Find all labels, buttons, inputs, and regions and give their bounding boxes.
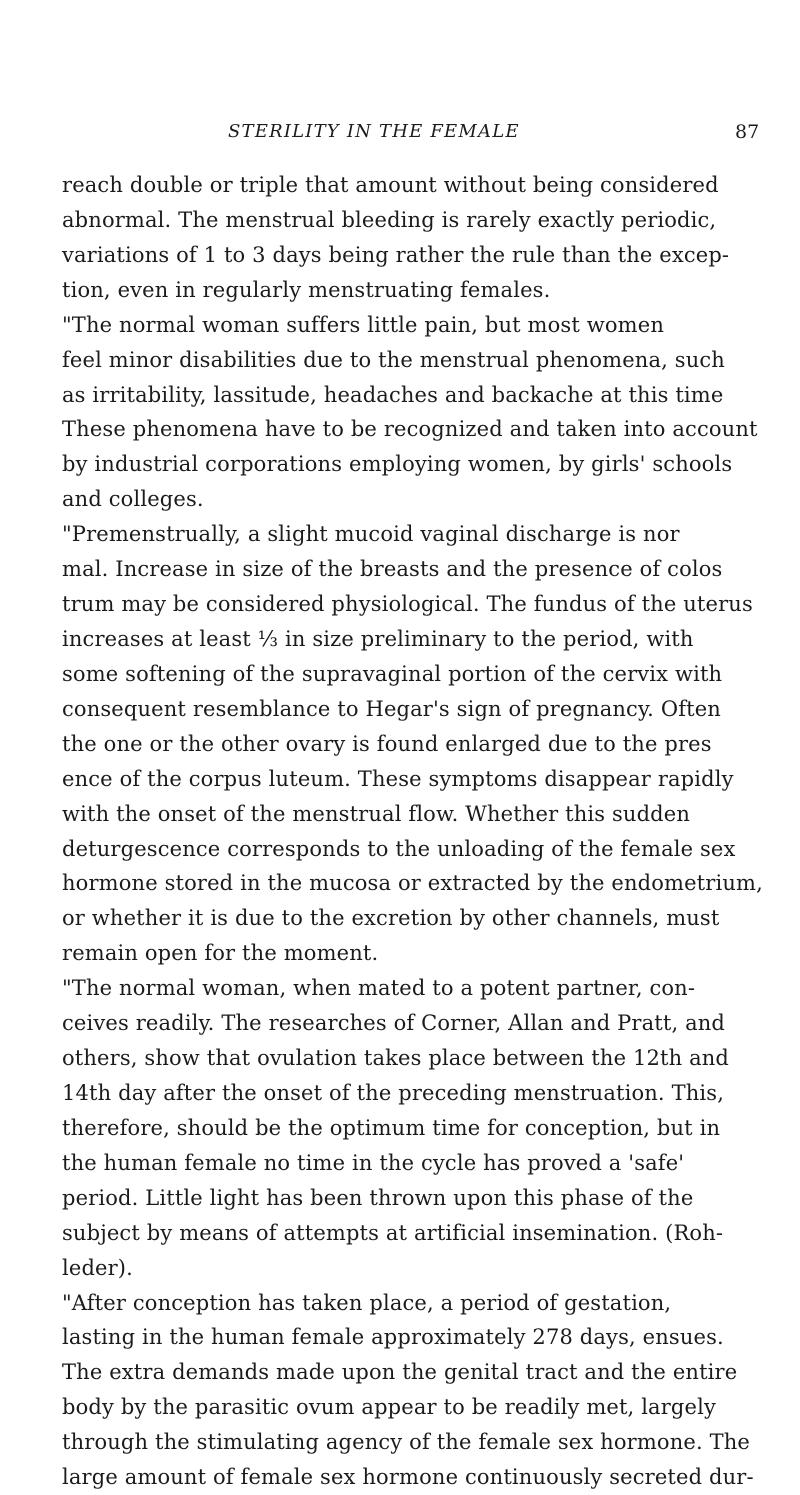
text-line: subject by means of attempts at artificial insemination. (Roh- xyxy=(62,1220,724,1245)
text-line: "Premenstrually, a slight mucoid vaginal discharge is nor xyxy=(62,522,680,547)
running-head xyxy=(0,121,800,151)
text-line: "The normal woman suffers little pain, but most women xyxy=(62,312,664,337)
page-number: 87 xyxy=(735,121,760,143)
text-line: or whether it is due to the excretion by other channels, must xyxy=(62,906,720,931)
body-text xyxy=(62,168,792,1495)
text-line: leder). xyxy=(62,1255,133,1280)
text-line: deturgescence corresponds to the unloading of the female sex xyxy=(62,836,736,861)
text-line: "The normal woman, when mated to a potent partner, con- xyxy=(62,976,696,1001)
text-line: The extra demands made upon the genital tract and the entire xyxy=(62,1360,738,1385)
text-line: "After conception has taken place, a period of gestation, xyxy=(62,1290,672,1315)
text-line: tion, even in regularly menstruating females. xyxy=(62,277,551,302)
text-line: as irritability, lassitude, headaches and backache at this time xyxy=(62,382,724,407)
text-line: large amount of female sex hormone continuously secreted dur- xyxy=(62,1465,754,1490)
text-line: therefore, should be the optimum time for conception, but in xyxy=(62,1115,721,1140)
text-line: the human female no time in the cycle has proved a 'safe' xyxy=(62,1150,685,1175)
text-line: some softening of the supravaginal portion of the cervix with xyxy=(62,661,723,686)
text-line: ceives readily. The researches of Corner, Allan and Pratt, and xyxy=(62,1011,726,1036)
text-line: increases at least ⅓ in size preliminary to the period, with xyxy=(62,626,694,651)
text-line: 14th day after the onset of the preceding menstruation. This, xyxy=(62,1080,725,1105)
text-line: These phenomena have to be recognized and taken into account xyxy=(62,417,758,442)
text-line: with the onset of the menstrual flow. Whether this sudden xyxy=(62,801,691,826)
text-line: by industrial corporations employing women, by girls' schools xyxy=(62,452,733,477)
text-line: consequent resemblance to Hegar's sign of pregnancy. Often xyxy=(62,696,721,721)
text-line: feel minor disabilities due to the menstrual phenomena, such xyxy=(62,347,725,372)
text-line: remain open for the moment. xyxy=(62,941,379,966)
text-line: others, show that ovulation takes place between the 12th and xyxy=(62,1046,730,1071)
text-line: ence of the corpus luteum. These symptoms disappear rapidly xyxy=(62,766,734,791)
text-line: trum may be considered physiological. The fundus of the uterus xyxy=(62,592,753,617)
text-line: the one or the other ovary is found enlarged due to the pres xyxy=(62,731,712,756)
text-line: abnormal. The menstrual bleeding is rarely exactly periodic, xyxy=(62,207,717,232)
text-line: through the stimulating agency of the female sex hormone. The xyxy=(62,1430,751,1455)
running-title: STERILITY IN THE FEMALE xyxy=(228,121,520,142)
text-line: hormone stored in the mucosa or extracted by the endometrium, xyxy=(62,871,763,896)
text-line: mal. Increase in size of the breasts and the presence of colos xyxy=(62,557,723,582)
text-line: lasting in the human female approximately 278 days, ensues. xyxy=(62,1325,724,1350)
text-line: period. Little light has been thrown upon this phase of the xyxy=(62,1185,694,1210)
text-line: and colleges. xyxy=(62,487,204,512)
text-line: body by the parasitic ovum appear to be readily met, largely xyxy=(62,1395,716,1420)
text-line: variations of 1 to 3 days being rather the rule than the excep- xyxy=(62,242,730,267)
text-line: reach double or triple that amount without being considered xyxy=(62,173,719,197)
